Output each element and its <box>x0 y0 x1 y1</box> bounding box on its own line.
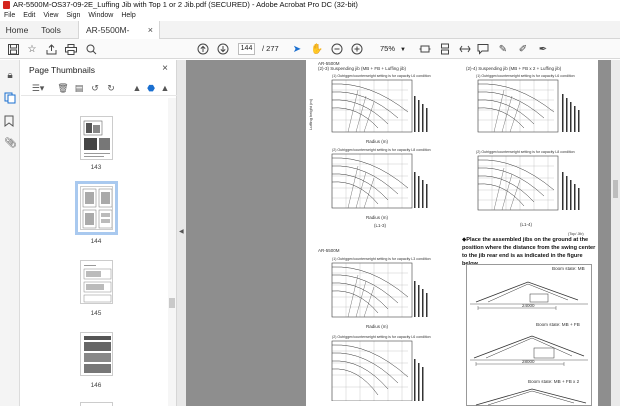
right-sub-b: (2) Outrigger/counterweight setting is for capacity L8 condition <box>476 150 575 154</box>
lock-icon[interactable]: 🔒︎ <box>7 70 13 81</box>
left-foot: (L1-3) <box>374 223 387 228</box>
menu-bar <box>0 10 620 21</box>
comment-icon[interactable] <box>476 42 490 56</box>
zoom-in-icon[interactable] <box>350 42 364 56</box>
save-icon[interactable] <box>6 42 20 56</box>
sign-icon[interactable]: ✒ <box>538 43 548 55</box>
previous-page-icon[interactable] <box>196 42 210 56</box>
boom-diagram-3 <box>468 385 590 406</box>
menu-window[interactable]: Window <box>88 12 114 19</box>
luffing-chart-1 <box>318 78 438 138</box>
luffing-chart-4 <box>318 339 438 401</box>
close-panel-icon[interactable]: × <box>162 63 168 74</box>
page-count: / 277 <box>262 44 279 53</box>
zoom-value: 75% <box>380 44 396 53</box>
thumbnail-page-146[interactable] <box>80 332 113 376</box>
luffing-chart-5 <box>462 78 592 138</box>
boom-state-2: Boom state: MB + FB <box>536 322 580 327</box>
page-number-input[interactable]: 144 <box>238 43 255 55</box>
thumbnails-scroll-thumb[interactable] <box>169 298 175 308</box>
thumbnails-panel-title: Page Thumbnails <box>29 65 95 75</box>
chart2-model: AR-5500M <box>318 248 340 253</box>
draw-tool-icon[interactable]: ✐ <box>518 43 528 55</box>
options-menu-icon[interactable]: ☰▾ <box>31 83 45 93</box>
dimension-2: 28000 <box>522 359 535 364</box>
chevron-down-icon: ▼ <box>400 47 406 53</box>
insert-page-icon[interactable]: ▤ <box>74 83 84 93</box>
chart1-sub-b: (2) Outrigger/counterweight setting is for capacity L8 condition <box>332 148 431 152</box>
tab-tools[interactable]: Tools <box>41 25 61 35</box>
chart1-model: AR-5500M <box>318 61 340 66</box>
thumbnail-label-145: 145 <box>90 310 102 317</box>
thumbnails-toolbar <box>21 80 177 96</box>
rotate-left-icon[interactable]: ↺ <box>91 83 99 93</box>
page-thumbnails-icon[interactable] <box>4 92 16 104</box>
menu-file[interactable]: File <box>4 12 16 19</box>
close-tab-icon[interactable]: × <box>147 25 153 35</box>
chart1-ylabel: Luffing height (m) <box>308 98 313 130</box>
menu-sign[interactable]: Sign <box>66 12 81 19</box>
tab-home[interactable]: Home <box>5 25 29 35</box>
chart1-xlabel: Radius (m) <box>366 139 389 144</box>
tab-document-label: AR-5500M- <box>86 25 130 35</box>
window-title: AR-5500M-OS37-09-2E_Luffing Jib with Top 1 or 2 Jib.pdf (SECURED) - Adobe Acrobat Pro DC (32-bit) <box>13 0 358 9</box>
more-tools-icon[interactable] <box>458 42 472 56</box>
luffing-chart-2 <box>318 152 438 214</box>
highlight-pen-icon[interactable]: ✎ <box>498 43 508 55</box>
rotate-right-icon[interactable]: ↻ <box>107 83 115 93</box>
right-code: (Top/ Jib) <box>568 232 584 236</box>
thumbnail-page-144[interactable] <box>80 186 113 230</box>
chart1-heading: (2)-3) Suspending jib (MB + FB + Luffing jib) <box>318 66 406 71</box>
upload-share-icon[interactable] <box>44 42 58 56</box>
luffing-chart-6 <box>462 154 592 216</box>
thumbnail-page-next[interactable] <box>80 402 113 406</box>
panel-collapse-handle[interactable] <box>177 60 186 406</box>
thumbnail-label-143: 143 <box>90 164 102 171</box>
tab-bar <box>0 21 620 39</box>
document-page <box>306 60 598 406</box>
thumbnail-smaller-icon[interactable]: ▲ <box>132 83 142 93</box>
bookmarks-icon[interactable] <box>4 115 16 127</box>
thumbnail-page-143[interactable] <box>80 116 113 160</box>
right-sub-a: (1) Outrigger/counterweight setting is for capacity L6 condition <box>476 74 575 78</box>
thumbnail-page-145[interactable] <box>80 260 113 304</box>
acrobat-app-icon <box>3 1 10 9</box>
boom-state-3: Boom state: MB + FB x 2 <box>528 379 580 384</box>
thumbnail-label-144: 144 <box>90 238 102 245</box>
chart3-xlabel: Radius (m) <box>366 324 389 329</box>
fit-page-icon[interactable] <box>418 42 432 56</box>
chart1-sub-a: (1) Outrigger/counterweight setting is for capacity L6 condition <box>332 74 431 78</box>
zoom-dropdown[interactable] <box>380 43 406 56</box>
thumbnail-larger-icon[interactable]: ▲ <box>160 83 170 93</box>
thumbnails-panel <box>21 60 177 406</box>
attachments-icon[interactable]: 📎︎ <box>4 138 17 149</box>
menu-view[interactable]: View <box>43 12 59 19</box>
boom-state-1: Boom state: MB <box>552 266 585 271</box>
chart3-sub-d: (2) Outrigger/counterweight setting is for capacity L6 condition <box>332 335 431 339</box>
title-bar <box>0 0 620 10</box>
search-icon[interactable] <box>84 42 98 56</box>
thumbnail-slider-icon[interactable]: ⬣ <box>147 83 155 93</box>
delete-page-icon[interactable]: 🗑︎ <box>57 83 69 93</box>
chart2-sub-c: (1) Outrigger/counterweight setting is for capacity L3 condition <box>332 257 431 261</box>
scroll-mode-icon[interactable] <box>438 42 452 56</box>
menu-edit[interactable]: Edit <box>23 12 36 19</box>
right-foot: (L1-4) <box>520 222 533 227</box>
hand-tool-icon[interactable]: ✋ <box>310 43 324 55</box>
dimension-1: 24000 <box>522 303 535 308</box>
next-page-icon[interactable] <box>216 42 230 56</box>
bookmark-star-icon[interactable]: ☆ <box>27 43 37 55</box>
zoom-out-icon[interactable] <box>330 42 344 56</box>
document-viewer[interactable] <box>186 60 620 406</box>
left-navigation-rail <box>0 60 20 406</box>
thumbnail-label-146: 146 <box>90 382 102 389</box>
print-icon[interactable] <box>64 42 78 56</box>
select-cursor-icon[interactable]: ➤ <box>292 43 302 55</box>
right-heading: (2)-4) Suspending jib (MB + FB x 2 + Luffing jib) <box>466 66 562 71</box>
chart2-xlabel: Radius (m) <box>366 215 389 220</box>
tab-document[interactable] <box>78 21 160 39</box>
collapse-arrow-icon: ◀ <box>179 229 184 235</box>
document-scroll-thumb[interactable] <box>613 180 618 198</box>
placement-instruction: ◆Place the assembled jibs on the ground at the position where the distance from the swing center to the jib rear end is as indicated in the figure below. <box>462 237 596 267</box>
menu-help[interactable]: Help <box>121 12 136 19</box>
document-scrollbar[interactable] <box>611 60 620 406</box>
luffing-chart-3 <box>318 261 438 323</box>
thumbnails-scrollbar[interactable] <box>168 98 176 406</box>
main-toolbar <box>0 39 620 59</box>
